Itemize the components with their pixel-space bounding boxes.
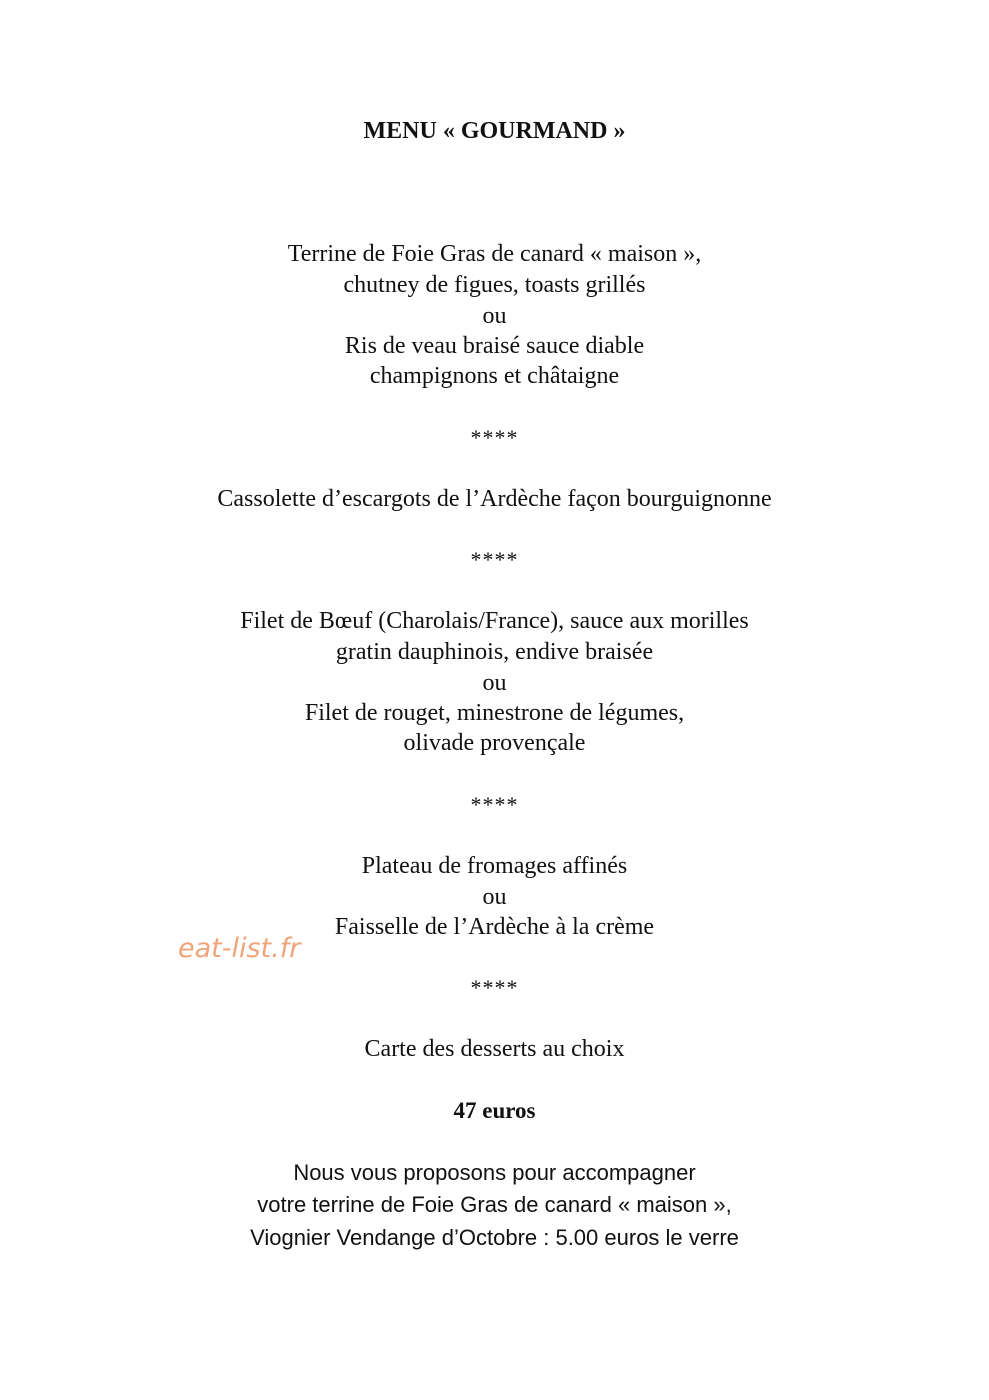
course-separator: **** [470,547,519,572]
wine-note-line: votre terrine de Foie Gras de canard « maison », [257,1192,732,1217]
main-line: gratin dauphinois, endive braisée [335,639,654,665]
starter-line: Ris de veau braisé sauce diable [344,333,645,359]
cheese-line: Faisselle de l’Ardèche à la crème [334,914,655,940]
starter-line: champignons et châtaigne [369,363,620,389]
course-separator: **** [470,792,519,817]
dessert-line: Carte des desserts au choix [364,1036,625,1062]
main-or: ou [482,670,507,696]
menu-price: 47 euros [453,1098,536,1123]
wine-note-line: Viognier Vendange d’Octobre : 5.00 euros le verre [250,1225,739,1250]
starter-line: Terrine de Foie Gras de canard « maison », [287,241,702,267]
second-course-line: Cassolette d’escargots de l’Ardèche façon bourguignonne [217,486,772,512]
starter-line: chutney de figues, toasts grillés [343,272,646,298]
main-line: Filet de rouget, minestrone de légumes, [304,700,685,726]
watermark-text: eat-list.fr [178,933,301,964]
main-line: Filet de Bœuf (Charolais/France), sauce aux morilles [240,608,749,634]
course-separator: **** [470,425,519,450]
cheese-or: ou [482,884,507,910]
starter-or: ou [482,303,507,329]
course-separator: **** [470,975,519,1000]
cheese-line: Plateau de fromages affinés [361,853,628,879]
menu-title: MENU « GOURMAND » [363,118,626,144]
wine-note-line: Nous vous proposons pour accompagner [293,1160,696,1185]
main-line: olivade provençale [403,730,586,756]
